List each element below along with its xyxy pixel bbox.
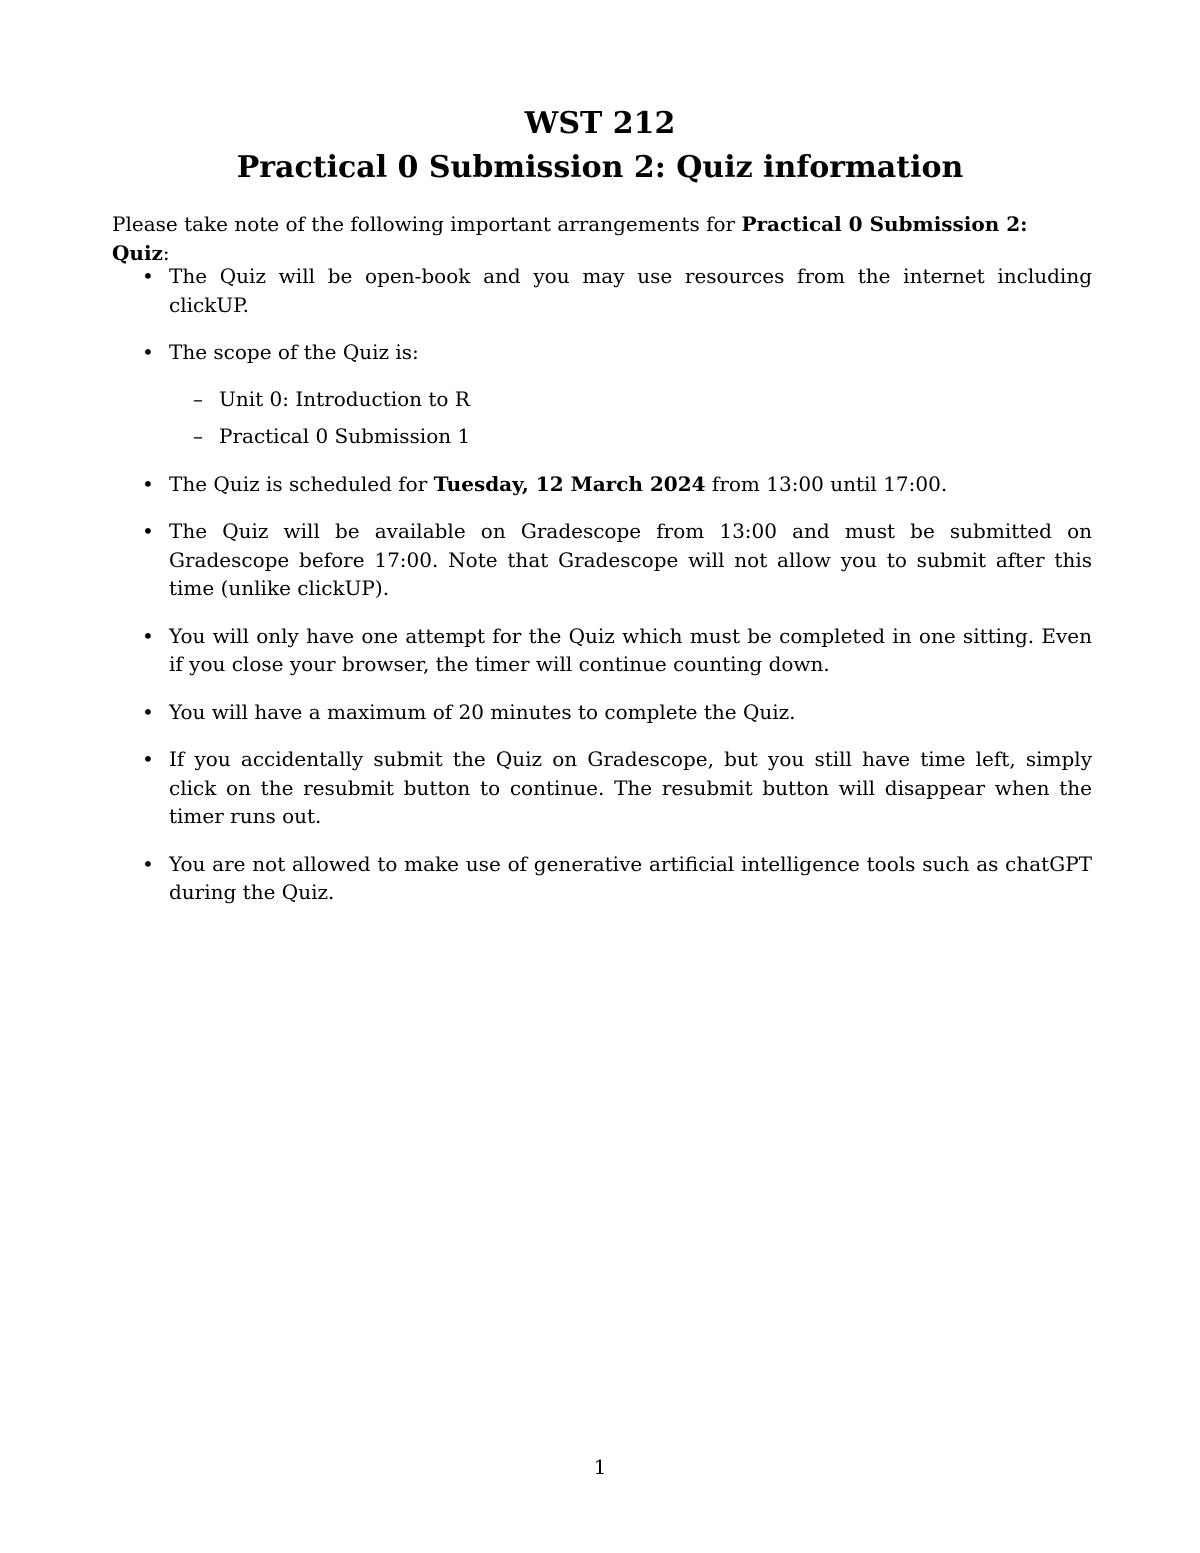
- list-item-text: You will have a maximum of 20 minutes to complete the Quiz.: [169, 699, 796, 724]
- title-block: [0, 104, 1200, 188]
- sub-list-item-text: Unit 0: Introduction to R: [219, 386, 470, 411]
- intro-text: Please take note of the following important arrangements for: [112, 212, 742, 236]
- intro-emphasis: Practical 0 Submission 2: Quiz: [112, 212, 1028, 265]
- list-item-text: The Quiz is scheduled for: [169, 471, 434, 496]
- bullet-icon: •: [142, 851, 154, 876]
- dash-icon: –: [193, 386, 203, 411]
- list-item-text: You will only have one attempt for the Quiz which must be completed in one sitting. Even if you close your browser, the timer will continue counting down.: [169, 623, 1092, 676]
- course-code: WST 212: [524, 106, 676, 141]
- bullet-icon: •: [142, 340, 154, 364]
- arrangements-list: [112, 262, 1092, 926]
- list-item: [112, 698, 1092, 727]
- list-item: [112, 262, 1092, 319]
- list-item: [112, 850, 1092, 907]
- list-item-text: The Quiz will be open-book and you may use resources from the internet including clickUP.: [169, 264, 1092, 317]
- list-item-text: The Quiz will be available on Gradescope from 13:00 and must be submitted on Gradescope before 17:00. Note that Gradescope will not allow you to submit after this time (unlike clickUP).: [169, 519, 1092, 600]
- list-item-text: If you accidentally submit the Quiz on Gradescope, but you still have time left, simply click on the resubmit button to continue. The resubmit button will disappear when the timer runs out.: [169, 747, 1092, 828]
- bullet-icon: •: [142, 471, 154, 496]
- list-item-text: You are not allowed to make use of generative artificial intelligence tools such as chatGPT during the Quiz.: [169, 851, 1092, 904]
- dash-icon: –: [193, 424, 203, 448]
- list-item: [112, 622, 1092, 679]
- schedule-date: Tuesday, 12 March 2024: [433, 471, 706, 496]
- list-item: [112, 745, 1092, 831]
- list-item: [112, 338, 1092, 451]
- sub-list-item-text: Practical 0 Submission 1: [219, 424, 471, 448]
- intro-paragraph: [112, 210, 1092, 268]
- intro-colon: :: [162, 241, 170, 265]
- bullet-icon: •: [142, 519, 154, 543]
- page-title: Practical 0 Submission 2: Quiz information: [236, 150, 964, 185]
- list-item-text: The scope of the Quiz is:: [169, 340, 419, 364]
- bullet-icon: •: [142, 699, 154, 724]
- bullet-icon: •: [142, 264, 154, 288]
- list-item-text-tail: from 13:00 until 17:00.: [705, 471, 948, 496]
- bullet-icon: •: [142, 623, 154, 648]
- bullet-icon: •: [142, 747, 154, 771]
- list-item: [112, 517, 1092, 603]
- sub-list-item: [169, 385, 1092, 414]
- scope-list: [169, 385, 1092, 451]
- page-number: 1: [593, 1455, 607, 1479]
- sub-list-item: [169, 422, 1092, 451]
- list-item: [112, 470, 1092, 499]
